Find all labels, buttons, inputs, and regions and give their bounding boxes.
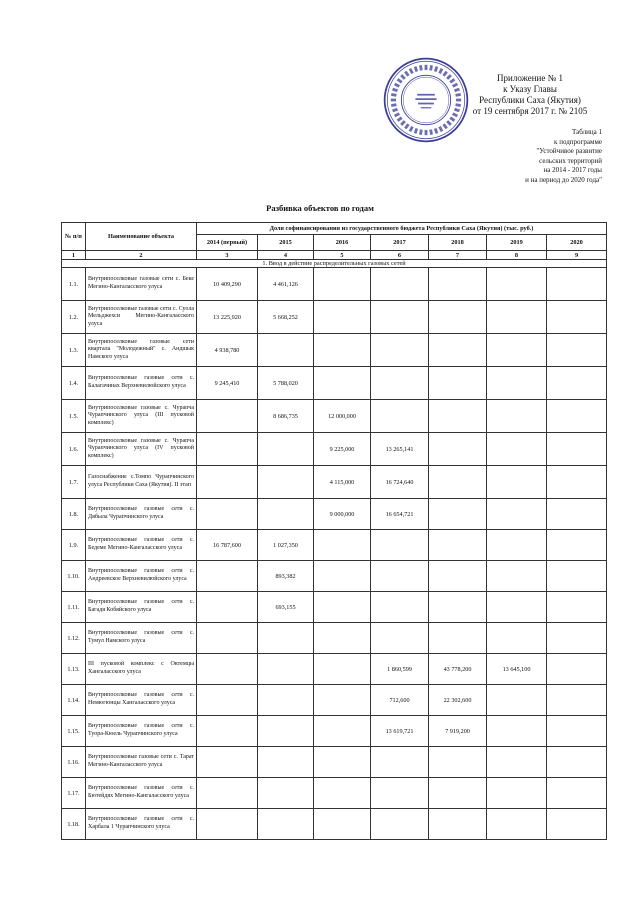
- amount-cell: [487, 301, 547, 334]
- amount-cell: [197, 716, 258, 747]
- amount-cell: [547, 685, 607, 716]
- amount-cell: [487, 747, 547, 778]
- amount-cell: [371, 400, 429, 433]
- amount-cell: [258, 466, 314, 499]
- amount-cell: 693,155: [258, 592, 314, 623]
- amount-cell: [487, 716, 547, 747]
- appendix-line: к Указу Главы: [503, 84, 557, 94]
- table-note-line: и на период до 2020 года": [525, 175, 602, 184]
- amount-cell: [197, 592, 258, 623]
- table-row: [62, 499, 607, 530]
- table-note-line: Таблица 1: [572, 128, 602, 136]
- amount-cell: [429, 530, 487, 561]
- amount-cell: 5 668,252: [258, 301, 314, 334]
- table-row: [62, 778, 607, 809]
- table-row: [62, 466, 607, 499]
- amount-cell: 9 000,000: [314, 499, 371, 530]
- amount-cell: [429, 334, 487, 367]
- row-number: 1.14.: [62, 685, 86, 716]
- table-row: [62, 716, 607, 747]
- amount-cell: [547, 623, 607, 654]
- amount-cell: 9 245,410: [197, 367, 258, 400]
- row-number: 1.7.: [62, 466, 86, 499]
- amount-cell: [547, 499, 607, 530]
- column-number: 4: [258, 251, 314, 260]
- amount-cell: [371, 561, 429, 592]
- amount-cell: [314, 530, 371, 561]
- amount-cell: [547, 592, 607, 623]
- table-row: [62, 400, 607, 433]
- row-number: 1.6.: [62, 433, 86, 466]
- amount-cell: [197, 561, 258, 592]
- amount-cell: [314, 301, 371, 334]
- amount-cell: [429, 623, 487, 654]
- amount-cell: [371, 778, 429, 809]
- row-number: 1.1.: [62, 268, 86, 301]
- amount-cell: [429, 778, 487, 809]
- amount-cell: [547, 367, 607, 400]
- amount-cell: [487, 623, 547, 654]
- amount-cell: [547, 654, 607, 685]
- appendix-line: от 19 сентября 2017 г. № 2105: [472, 106, 588, 116]
- amount-cell: [258, 778, 314, 809]
- amount-cell: 4 938,780: [197, 334, 258, 367]
- amount-cell: [487, 685, 547, 716]
- document-title: Разбивка объектов по годам: [266, 203, 374, 213]
- object-name: Внутрипоселковые газовые сети с. Бедеме Мегино-Кангаласского улуса: [86, 530, 197, 561]
- amount-cell: 1 027,350: [258, 530, 314, 561]
- amount-cell: [197, 778, 258, 809]
- amount-cell: [547, 716, 607, 747]
- amount-cell: 4 115,000: [314, 466, 371, 499]
- table-row: [62, 592, 607, 623]
- amount-cell: [547, 747, 607, 778]
- amount-cell: 10 409,290: [197, 268, 258, 301]
- amount-cell: 16 654,721: [371, 499, 429, 530]
- appendix-line: Республики Саха (Якутия): [479, 95, 581, 105]
- object-name: III пусковой комплекс с Октемцы Хангаласского улуса: [86, 654, 197, 685]
- amount-cell: [314, 778, 371, 809]
- table-note-line: на 2014 - 2017 годы: [543, 166, 602, 175]
- amount-cell: [258, 654, 314, 685]
- table-note-line: к подпрограмме: [554, 137, 602, 146]
- amount-cell: [487, 499, 547, 530]
- amount-cell: [371, 809, 429, 840]
- header-year: 2016: [314, 235, 371, 251]
- table-note-line: "Устойчивое развитие: [536, 147, 602, 156]
- amount-cell: [547, 268, 607, 301]
- amount-cell: 5 788,020: [258, 367, 314, 400]
- amount-cell: [487, 268, 547, 301]
- amount-cell: [547, 778, 607, 809]
- amount-cell: [314, 685, 371, 716]
- amount-cell: [314, 592, 371, 623]
- amount-cell: 43 778,200: [429, 654, 487, 685]
- column-number: 5: [314, 251, 371, 260]
- amount-cell: 893,382: [258, 561, 314, 592]
- amount-cell: [371, 367, 429, 400]
- object-name: Внутрипоселковые газовые сети с. Харбала 1 Чурапчинского улуса: [86, 809, 197, 840]
- amount-cell: [197, 466, 258, 499]
- object-name: Внутрипоселковые газовые сети с. Немюгюнцы Хангаласского улуса: [86, 685, 197, 716]
- amount-cell: [197, 654, 258, 685]
- row-number: 1.13.: [62, 654, 86, 685]
- amount-cell: [487, 592, 547, 623]
- amount-cell: 13 265,141: [371, 433, 429, 466]
- row-number: 1.2.: [62, 301, 86, 334]
- amount-cell: [547, 809, 607, 840]
- amount-cell: [258, 685, 314, 716]
- amount-cell: 16 724,640: [371, 466, 429, 499]
- row-number: 1.11.: [62, 592, 86, 623]
- object-name: Внутрипоселковые газовые сети с. Туора-Кюель Чурапчинского улуса: [86, 716, 197, 747]
- object-name: Внутрипоселковые газовые с. Чурапча Чурапчинского улуса (III пусковой комплекс): [86, 400, 197, 433]
- table-row: [62, 334, 607, 367]
- amount-cell: [197, 747, 258, 778]
- amount-cell: [314, 716, 371, 747]
- object-name: Внутрипоселковые газовые сети с. Тарат Мегино-Кангаласского улуса: [86, 747, 197, 778]
- column-number: 3: [197, 251, 258, 260]
- amount-cell: [547, 400, 607, 433]
- row-number: 1.17.: [62, 778, 86, 809]
- amount-cell: [487, 367, 547, 400]
- amount-cell: [547, 301, 607, 334]
- amount-cell: [371, 301, 429, 334]
- object-name: Внутрипоселковые газовые сети с. Балагачинах Верхневилюйского улуса: [86, 367, 197, 400]
- table-row: [62, 561, 607, 592]
- table-row: [62, 433, 607, 466]
- objects-table: [61, 222, 607, 840]
- object-name: Внутрипоселковые газовые сети с. Бютейдях Мегино-Кангаласского улуса: [86, 778, 197, 809]
- amount-cell: 12 000,000: [314, 400, 371, 433]
- amount-cell: [371, 334, 429, 367]
- amount-cell: [314, 334, 371, 367]
- amount-cell: [547, 561, 607, 592]
- object-name: Внутрипоселковые газовые сети квартала "Молодежный" с. Андшык Намского улуса: [86, 334, 197, 367]
- amount-cell: 22 302,600: [429, 685, 487, 716]
- table-row: [62, 268, 607, 301]
- row-number: 1.18.: [62, 809, 86, 840]
- object-name: Внутрипоселковые газовые сети с. Дябыла Чурапчинского улуса: [86, 499, 197, 530]
- row-number: 1.12.: [62, 623, 86, 654]
- column-number-row: [62, 251, 607, 260]
- amount-cell: [314, 747, 371, 778]
- object-name: Внутрипоселковые газовые с. Чурапча Чурапчинского улуса (IV пусковой комплекс): [86, 433, 197, 466]
- table-row: [62, 809, 607, 840]
- amount-cell: [258, 623, 314, 654]
- row-number: 1.10.: [62, 561, 86, 592]
- amount-cell: [314, 809, 371, 840]
- table-row: [62, 685, 607, 716]
- amount-cell: [429, 499, 487, 530]
- amount-cell: 13 225,920: [197, 301, 258, 334]
- amount-cell: 16 787,600: [197, 530, 258, 561]
- column-number: 7: [429, 251, 487, 260]
- amount-cell: [487, 809, 547, 840]
- amount-cell: [197, 809, 258, 840]
- amount-cell: [258, 433, 314, 466]
- amount-cell: [197, 623, 258, 654]
- header-year: 2018: [429, 235, 487, 251]
- header-year: 2014 (первый): [197, 235, 258, 251]
- amount-cell: [258, 747, 314, 778]
- row-number: 1.8.: [62, 499, 86, 530]
- table-row: [62, 623, 607, 654]
- amount-cell: [487, 466, 547, 499]
- amount-cell: 4 461,126: [258, 268, 314, 301]
- object-name: Внутрипоселковые газовые сети с. Суола Мельджехси Мегино-Кангаласского улуса: [86, 301, 197, 334]
- amount-cell: 9 225,000: [314, 433, 371, 466]
- amount-cell: [314, 268, 371, 301]
- amount-cell: [487, 400, 547, 433]
- object-name: Внутрипоселковые газовые сети с. Беке Мегино-Кангаласского улуса: [86, 268, 197, 301]
- header-year: 2020: [547, 235, 607, 251]
- amount-cell: [371, 592, 429, 623]
- amount-cell: [197, 685, 258, 716]
- amount-cell: [429, 809, 487, 840]
- header-cofinancing: Доля софинансирования из государственного бюджета Республики Саха (Якутия) (тыс. руб.): [197, 223, 607, 235]
- appendix-header: [455, 73, 605, 117]
- object-name: Внутрипоселковые газовые сети с. Тумул Намского улуса: [86, 623, 197, 654]
- amount-cell: [429, 367, 487, 400]
- amount-cell: [487, 433, 547, 466]
- amount-cell: [371, 268, 429, 301]
- amount-cell: [547, 530, 607, 561]
- amount-cell: [429, 301, 487, 334]
- header-name: Наименование объекта: [86, 223, 197, 251]
- row-number: 1.4.: [62, 367, 86, 400]
- amount-cell: 13 619,721: [371, 716, 429, 747]
- amount-cell: [371, 530, 429, 561]
- table-row: [62, 367, 607, 400]
- header-year: 2015: [258, 235, 314, 251]
- amount-cell: [547, 433, 607, 466]
- amount-cell: 13 645,100: [487, 654, 547, 685]
- amount-cell: [197, 433, 258, 466]
- amount-cell: [197, 499, 258, 530]
- header-num: № п/п: [62, 223, 86, 251]
- section-row: [62, 260, 607, 268]
- amount-cell: [487, 530, 547, 561]
- row-number: 1.15.: [62, 716, 86, 747]
- amount-cell: [487, 334, 547, 367]
- amount-cell: [371, 623, 429, 654]
- table-row: [62, 530, 607, 561]
- table-note: [470, 128, 602, 186]
- amount-cell: [197, 400, 258, 433]
- amount-cell: [547, 334, 607, 367]
- object-name: Газоснабжение с.Томпо Чурапчинского улуса Республики Саха (Якутия). II этап: [86, 466, 197, 499]
- table-row: [62, 654, 607, 685]
- amount-cell: [371, 747, 429, 778]
- amount-cell: [429, 433, 487, 466]
- amount-cell: 1 860,599: [371, 654, 429, 685]
- appendix-line: Приложение № 1: [497, 73, 563, 83]
- amount-cell: [487, 778, 547, 809]
- section-title: 1. Ввод в действие распределительных газовых сетей: [62, 260, 607, 268]
- amount-cell: [314, 367, 371, 400]
- amount-cell: 712,600: [371, 685, 429, 716]
- amount-cell: [487, 561, 547, 592]
- amount-cell: [429, 268, 487, 301]
- column-number: 1: [62, 251, 86, 260]
- amount-cell: [258, 716, 314, 747]
- amount-cell: 8 686,735: [258, 400, 314, 433]
- column-number: 6: [371, 251, 429, 260]
- row-number: 1.3.: [62, 334, 86, 367]
- table-note-line: сельских территорий: [539, 156, 602, 165]
- amount-cell: [258, 809, 314, 840]
- column-number: 2: [86, 251, 197, 260]
- object-name: Внутрипоселковые газовые сети с. Багадя Кобяйского улуса: [86, 592, 197, 623]
- amount-cell: [314, 561, 371, 592]
- column-number: 9: [547, 251, 607, 260]
- amount-cell: [429, 466, 487, 499]
- object-name: Внутрипоселковые газовые сети с. Андреевское Верхневилюйского улуса: [86, 561, 197, 592]
- amount-cell: [547, 466, 607, 499]
- table-row: [62, 747, 607, 778]
- amount-cell: [429, 592, 487, 623]
- amount-cell: [429, 400, 487, 433]
- amount-cell: [314, 623, 371, 654]
- row-number: 1.9.: [62, 530, 86, 561]
- amount-cell: [429, 747, 487, 778]
- amount-cell: 7 919,200: [429, 716, 487, 747]
- header-year: 2019: [487, 235, 547, 251]
- table-row: [62, 301, 607, 334]
- row-number: 1.5.: [62, 400, 86, 433]
- amount-cell: [258, 334, 314, 367]
- amount-cell: [429, 561, 487, 592]
- column-number: 8: [487, 251, 547, 260]
- row-number: 1.16.: [62, 747, 86, 778]
- amount-cell: [258, 499, 314, 530]
- header-year: 2017: [371, 235, 429, 251]
- amount-cell: [314, 654, 371, 685]
